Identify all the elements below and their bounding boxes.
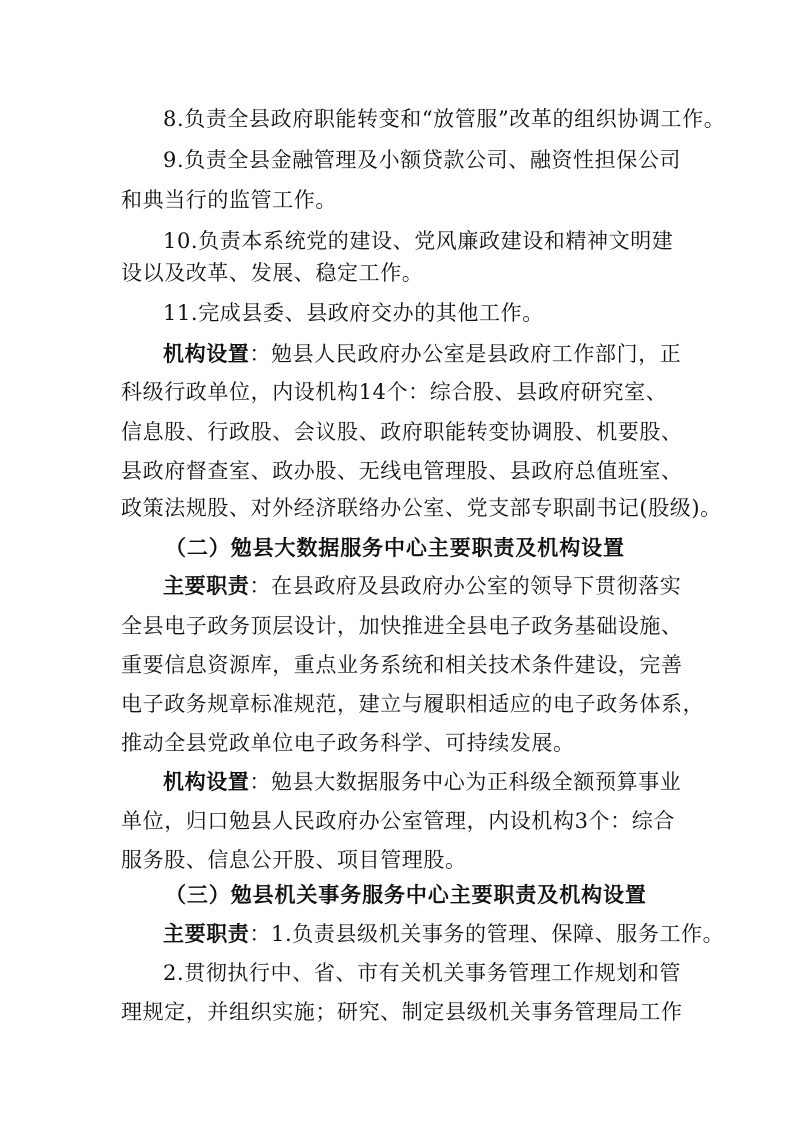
paragraph-line: 科级行政单位，内设机构14个：综合股、县政府研究室、 bbox=[121, 380, 668, 404]
paragraph-line: 主要职责：在县政府及县政府办公室的领导下贯彻落实 bbox=[163, 573, 682, 598]
paragraph-line: 单位，归口勉县人民政府办公室管理，内设机构3个：综合 bbox=[121, 809, 675, 833]
paragraph-line: 设以及改革、发展、稳定工作。 bbox=[121, 261, 424, 285]
section-label: 机构设置 bbox=[163, 341, 250, 366]
section-heading: （二）勉县大数据服务中心主要职责及机构设置 bbox=[165, 535, 625, 560]
paragraph-line: 信息股、行政股、会议股、政府职能转变协调股、机要股、 bbox=[121, 420, 683, 444]
paragraph-line: 重要信息资源库，重点业务系统和相关技术条件建设，完善 bbox=[121, 653, 683, 677]
paragraph-line: 9.负责全县金融管理及小额贷款公司、融资性担保公司 bbox=[163, 148, 682, 172]
paragraph-line: 政策法规股、对外经济联络办公室、党支部专职副书记(股级)。 bbox=[121, 496, 722, 520]
paragraph-line: 机构设置：勉县大数据服务中心为正科级全额预算事业 bbox=[163, 769, 682, 794]
paragraph-line: 全县电子政务顶层设计，加快推进全县电子政务基础设施、 bbox=[121, 614, 683, 638]
paragraph-line: 11.完成县委、县政府交办的其他工作。 bbox=[163, 301, 544, 325]
paragraph-line: 服务股、信息公开股、项目管理股。 bbox=[121, 848, 467, 872]
paragraph-line: 主要职责：1.负责县级机关事务的管理、保障、服务工作。 bbox=[163, 921, 725, 946]
paragraph-line: 电子政务规章标准规范，建立与履职相适应的电子政务体系， bbox=[121, 692, 705, 716]
paragraph-line: 机构设置：勉县人民政府办公室是县政府工作部门，正 bbox=[163, 341, 682, 366]
paragraph-line: 县政府督查室、政办股、无线电管理股、县政府总值班室、 bbox=[121, 459, 683, 483]
section-label: 主要职责 bbox=[163, 921, 250, 946]
section-heading: （三）勉县机关事务服务中心主要职责及机构设置 bbox=[165, 882, 647, 907]
paragraph-line: 和典当行的监管工作。 bbox=[121, 188, 337, 212]
paragraph-line: 10.负责本系统党的建设、党风廉政建设和精神文明建 bbox=[163, 229, 674, 253]
paragraph-line: 理规定，并组织实施；研究、制定县级机关事务管理局工作 bbox=[121, 1000, 683, 1024]
paragraph-line: 8.负责全县政府职能转变和“放管服”改革的组织协调工作。 bbox=[163, 107, 726, 131]
paragraph-line: 推动全县党政单位电子政务科学、可持续发展。 bbox=[121, 731, 575, 755]
paragraph-line: 2.贯彻执行中、省、市有关机关事务管理工作规划和管 bbox=[163, 961, 682, 985]
section-label: 主要职责 bbox=[163, 573, 250, 598]
section-label: 机构设置 bbox=[163, 769, 250, 794]
